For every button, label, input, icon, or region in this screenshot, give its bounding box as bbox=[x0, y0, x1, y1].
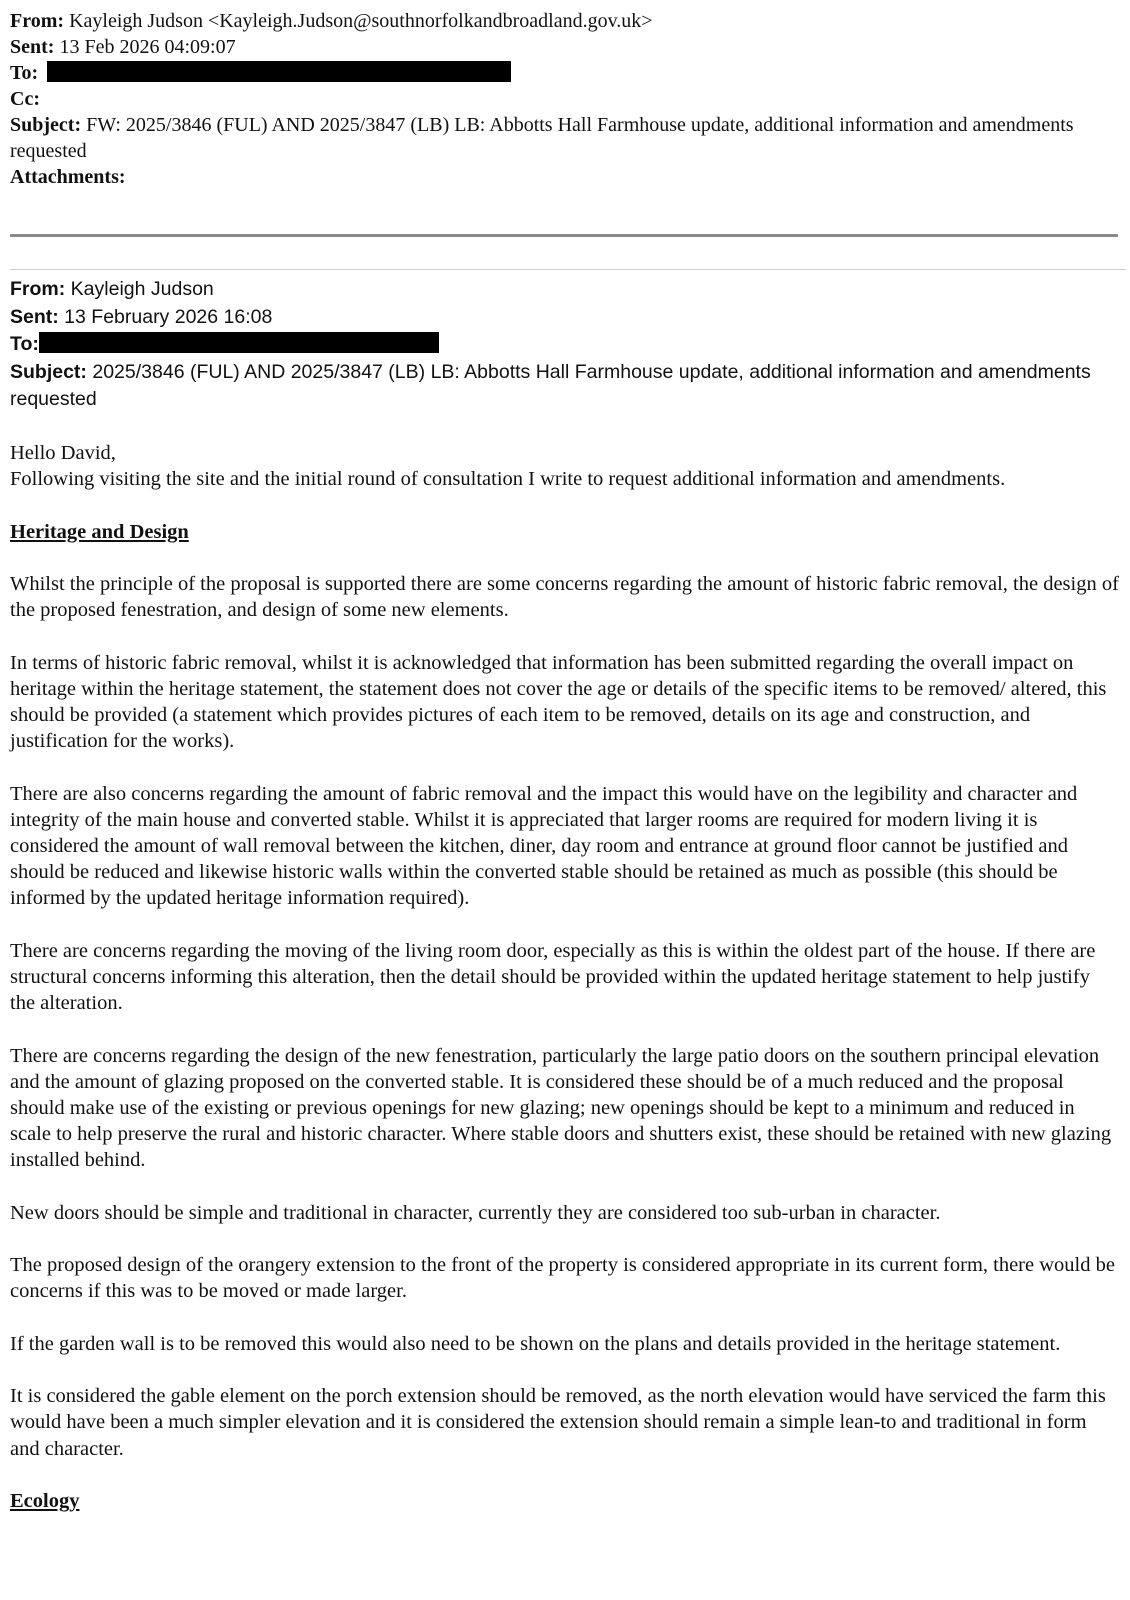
heritage-paragraph: There are concerns regarding the moving of the living room door, especially as this is within the oldest part of the house. If there are structural concerns informing this alteration, then the detail should be provided within the updated heritage statement to help justify the alteration. bbox=[10, 939, 1096, 1015]
outer-to-row bbox=[10, 60, 1110, 86]
outer-subject-value: FW: 2025/3846 (FUL) AND 2025/3847 (LB) LB: Abbotts Hall Farmhouse update, additional information and amendments requested bbox=[10, 114, 1074, 162]
heritage-paragraph: It is considered the gable element on the porch extension should be removed, as the north elevation would have serviced the farm this would have been a much simpler elevation and it is considered the extension should remain a simple lean-to and traditional in form and character. bbox=[10, 1385, 1106, 1460]
header-divider bbox=[10, 234, 1118, 237]
heritage-paragraph: Whilst the principle of the proposal is supported there are some concerns regarding the amount of historic fabric removal, the design of the proposed fenestration, and design of some new elements. bbox=[10, 572, 1119, 622]
inner-from-value: Kayleigh Judson bbox=[70, 278, 214, 300]
forward-divider bbox=[10, 269, 1126, 270]
inner-from-label: From: bbox=[10, 278, 66, 300]
outer-attachments-row bbox=[10, 164, 1110, 190]
outer-sent-value: 13 Feb 2026 04:09:07 bbox=[59, 36, 236, 58]
heritage-paragraph: The proposed design of the orangery extension to the front of the property is considered appropriate in its current form, there would be concerns if this was to be moved or made larger. bbox=[10, 1254, 1115, 1303]
outer-from-row bbox=[10, 8, 1110, 34]
heritage-heading: Heritage and Design bbox=[10, 520, 189, 543]
inner-from-row bbox=[10, 276, 1110, 304]
outer-to-redaction bbox=[47, 61, 511, 82]
inner-to-label: To: bbox=[10, 333, 39, 355]
inner-sent-row bbox=[10, 304, 1110, 332]
inner-subject-label: Subject: bbox=[10, 360, 87, 383]
inner-subject-row bbox=[10, 359, 1110, 414]
outer-to-label: To: bbox=[10, 62, 39, 84]
heritage-paragraph: New doors should be simple and traditional in character, currently they are considered too sub-urban in character. bbox=[10, 1201, 941, 1224]
outer-subject-row bbox=[10, 112, 1110, 164]
heritage-paragraph: There are also concerns regarding the amount of fabric removal and the impact this would have on the legibility and character and integrity of the main house and converted stable. Whilst it is appreciated that larger rooms are required for modern living it is considered the amount of wall removal between the kitchen, diner, day room and entrance at ground floor cannot be justified and should be reduced and likewise historic walls within the converted stable should be retained as much as possible (this should be informed by the updated heritage information required). bbox=[10, 782, 1078, 910]
email-body bbox=[10, 440, 1120, 1540]
inner-sent-value: 13 February 2026 16:08 bbox=[64, 305, 273, 328]
heritage-paragraph: If the garden wall is to be removed this would also need to be shown on the plans and details provided in the heritage statement. bbox=[10, 1332, 1061, 1355]
outer-subject-label: Subject: bbox=[10, 114, 82, 136]
heritage-paragraph: There are concerns regarding the design of the new fenestration, particularly the large patio doors on the southern principal elevation and the amount of glazing proposed on the converted stable. It is considered these should be of a much reduced and the proposal should make use of the existing or previous openings for new glazing; new openings should be kept to a minimum and reduced in scale to help preserve the rural and historic character. Where stable doors and shutters exist, these should be retained with new glazing installed behind. bbox=[10, 1044, 1112, 1172]
outer-email-header bbox=[10, 8, 1110, 190]
inner-subject-value: 2025/3846 (FUL) AND 2025/3847 (LB) LB: Abbotts Hall Farmhouse update, additional information and amendments requested bbox=[10, 360, 1091, 410]
intro-paragraph: Following visiting the site and the initial round of consultation I write to request additional information and amendments. bbox=[10, 468, 1006, 491]
outer-cc-label: Cc: bbox=[10, 88, 40, 110]
ecology-heading: Ecology bbox=[10, 1489, 80, 1512]
inner-email-header bbox=[10, 276, 1110, 414]
heritage-paragraph: In terms of historic fabric removal, whilst it is acknowledged that information has been submitted regarding the overall impact on heritage within the heritage statement, the statement does not cover the age or details of the specific items to be removed/ altered, this should be provided (a statement which provides pictures of each item to be removed, details on its age and construction, and justification for the works). bbox=[10, 651, 1107, 753]
inner-sent-label: Sent: bbox=[10, 305, 59, 328]
outer-from-label: From: bbox=[10, 10, 65, 32]
outer-cc-row bbox=[10, 86, 1110, 112]
outer-attachments-label: Attachments: bbox=[10, 166, 126, 188]
outer-from-value: Kayleigh Judson <Kayleigh.Judson@southnorfolkandbroadland.gov.uk> bbox=[69, 10, 653, 32]
inner-to-redaction bbox=[39, 332, 439, 353]
greeting: Hello David, bbox=[10, 442, 116, 464]
inner-to-row bbox=[10, 331, 1110, 359]
outer-sent-label: Sent: bbox=[10, 36, 55, 58]
outer-sent-row bbox=[10, 34, 1110, 60]
